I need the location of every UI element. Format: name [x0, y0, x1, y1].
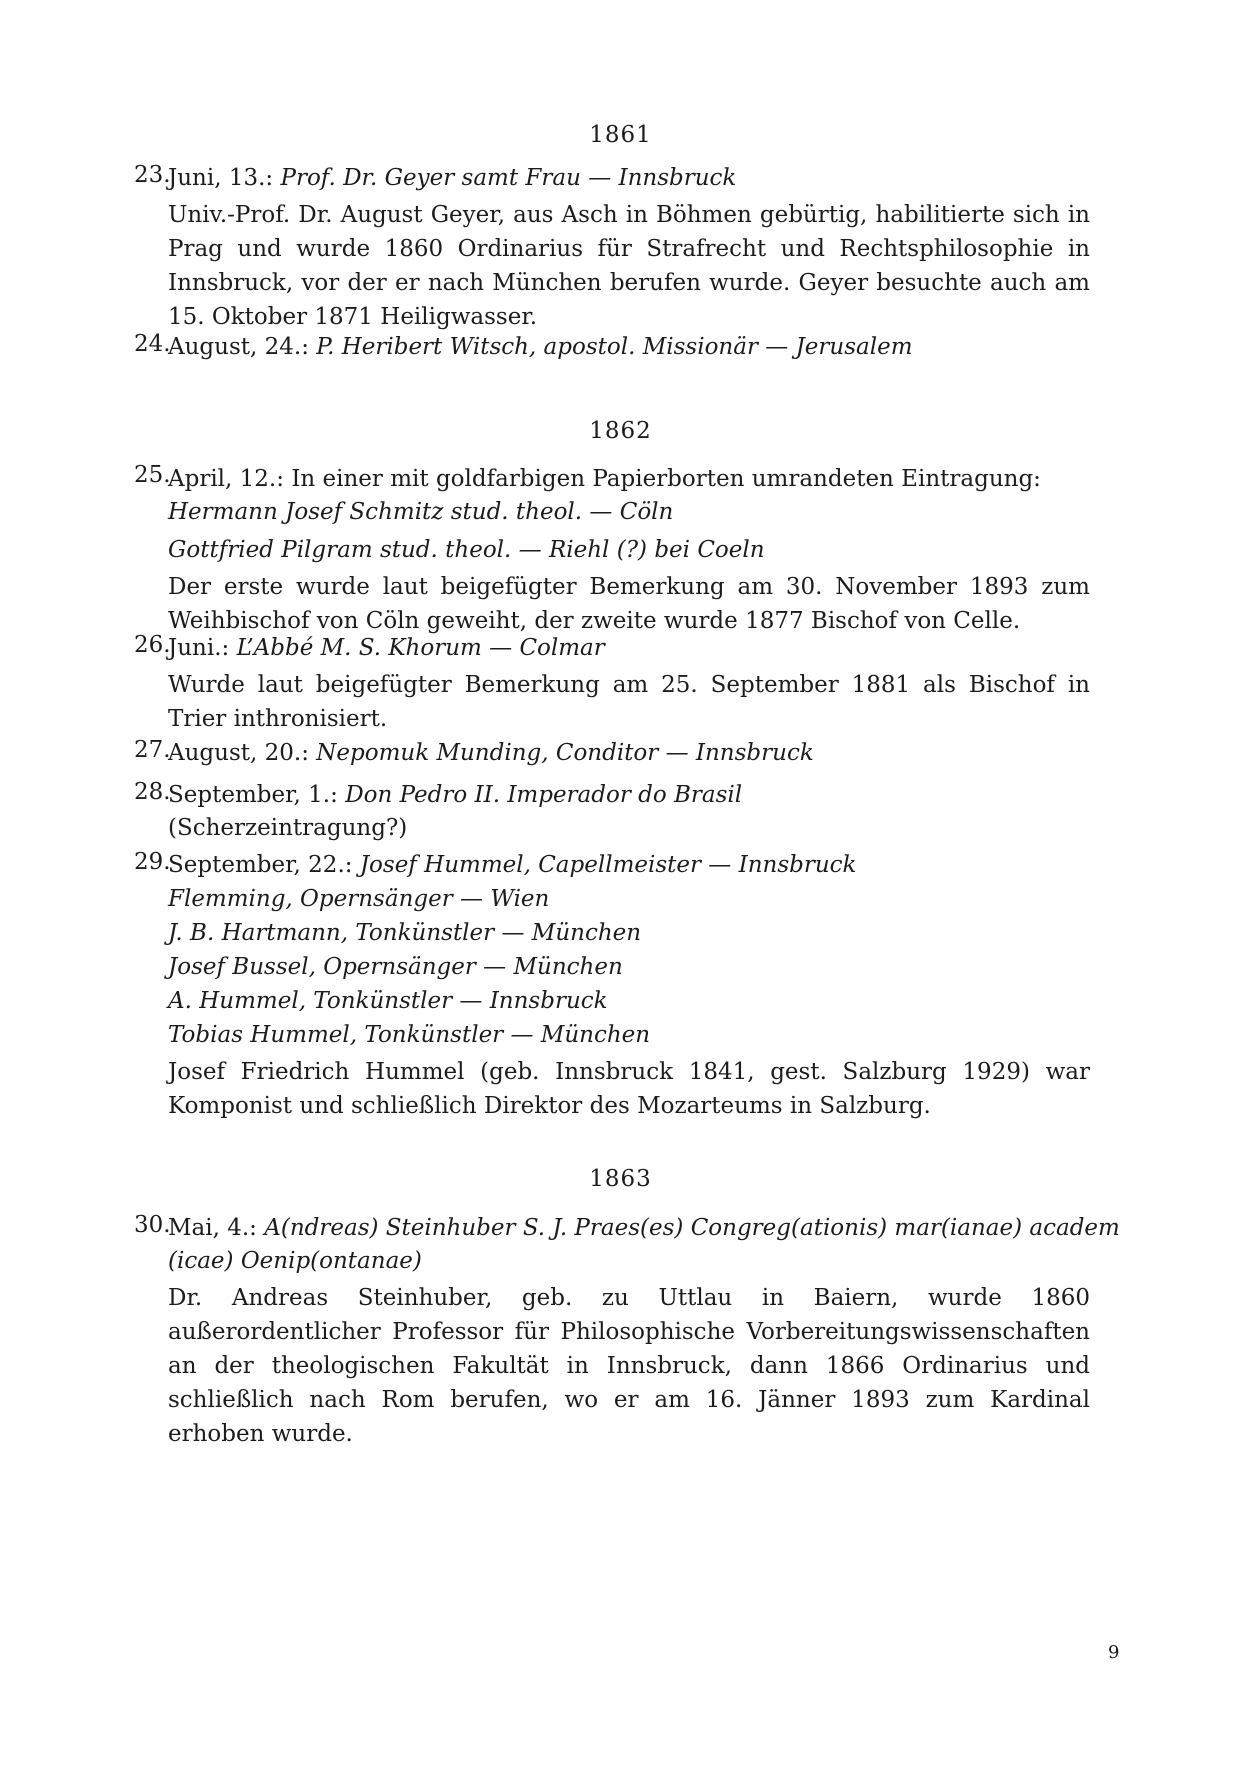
entry-number: 28. — [134, 779, 171, 805]
year-heading-1862: 1862 — [589, 418, 652, 444]
entry-name: P. Heribert Witsch, apostol. Missionär — Jerusalem — [316, 334, 913, 360]
entry-number: 27. — [134, 737, 171, 763]
entry-intro: In einer mit goldfarbigen Papierborten umrandeten Eintragung: — [291, 466, 1041, 492]
entry-name: Prof. Dr. Geyer samt Frau — Innsbruck — [280, 165, 737, 191]
entry-name: Nepomuk Munding, Conditor — Innsbruck — [316, 740, 814, 766]
entry-note: Dr. Andreas Steinhuber, geb. zu Uttlau in Baiern, wurde 1860 außerordentlicher Professor für Philosophische Vorbereitungswissenschaften an der theologischen Fakultät in Innsbruck, dann 1866 Ordinarius und schließlich nach Rom berufen, wo er am 16. Jänner 1893 zum Kardinal erhoben wurde. — [168, 1285, 1090, 1447]
entry-extra: (Scherzeintragung?) — [168, 815, 408, 841]
entry-number: 24. — [134, 331, 171, 357]
entry-date: Juni.: — [168, 635, 237, 661]
entry-name: J. B. Hartmann, Tonkünstler — München — [168, 920, 642, 946]
entry-name: L’Abbé M. S. Khorum — Colmar — [236, 635, 605, 661]
entry-date: September, 22.: — [168, 852, 360, 878]
entry-name: A(ndreas) Steinhuber S. J. Praes(es) Congreg(ationis) mar(ianae) academ — [264, 1215, 1120, 1241]
entry-note: Josef Friedrich Hummel (geb. Innsbruck 1841, gest. Salzburg 1929) war Komponist und schließlich Direktor des Mozarteums in Salzburg. — [168, 1059, 1090, 1119]
entry-28 — [134, 779, 1128, 845]
year-heading-1861: 1861 — [589, 122, 652, 148]
entry-number: 25. — [134, 462, 171, 488]
entry-name-continued: (icae) Oenip(ontanae) — [168, 1248, 422, 1274]
entry-26 — [134, 632, 1128, 736]
entry-date: August, 24.: — [168, 334, 317, 360]
entry-29 — [134, 849, 1128, 1123]
entry-note: Der erste wurde laut beigefügter Bemerkung am 30. November 1893 zum Weihbischof von Cöln geweiht, der zweite wurde 1877 Bischof von Celle. — [168, 574, 1090, 634]
entry-number: 30. — [134, 1212, 171, 1238]
entry-25 — [134, 462, 1128, 638]
entry-30 — [134, 1212, 1128, 1451]
year-heading-1863: 1863 — [589, 1166, 652, 1192]
entry-number: 26. — [134, 632, 171, 658]
entry-name: Josef Hummel, Capellmeister — Innsbruck — [359, 852, 857, 878]
entry-name: Flemming, Opernsänger — Wien — [168, 886, 550, 912]
entry-number: 29. — [134, 849, 171, 875]
entry-name: Gottfried Pilgram stud. theol. — Riehl (?) bei Coeln — [168, 537, 765, 563]
entry-note: Wurde laut beigefügter Bemerkung am 25. September 1881 als Bischof in Trier inthronisiert. — [168, 672, 1090, 732]
entry-date: Juni, 13.: — [168, 165, 281, 191]
entry-name: Hermann Josef Schmitz stud. theol. — Cöln — [168, 499, 674, 525]
entry-date: September, 1.: — [168, 782, 346, 808]
entry-date: Mai, 4.: — [168, 1215, 265, 1241]
entry-number: 23. — [134, 162, 171, 188]
entry-name: Tobias Hummel, Tonkünstler — München — [168, 1022, 651, 1048]
entry-date: April, 12.: — [168, 466, 292, 492]
entry-24 — [134, 331, 1128, 364]
entry-name: Josef Bussel, Opernsänger — München — [168, 954, 623, 980]
entry-23 — [134, 162, 1128, 334]
entry-date: August, 20.: — [168, 740, 317, 766]
entry-name: Don Pedro II. Imperador do Brasil — [345, 782, 743, 808]
entry-27 — [134, 737, 1128, 770]
page-number: 9 — [1108, 1642, 1120, 1663]
entry-note: Univ.-Prof. Dr. August Geyer, aus Asch in Böhmen gebürtig, habilitierte sich in Prag und wurde 1860 Ordinarius für Strafrecht und Rechtsphilosophie in Innsbruck, vor der er nach München berufen wurde. Geyer besuchte auch am 15. Oktober 1871 Heiligwasser. — [168, 202, 1090, 330]
entry-name: A. Hummel, Tonkünstler — Innsbruck — [168, 988, 608, 1014]
